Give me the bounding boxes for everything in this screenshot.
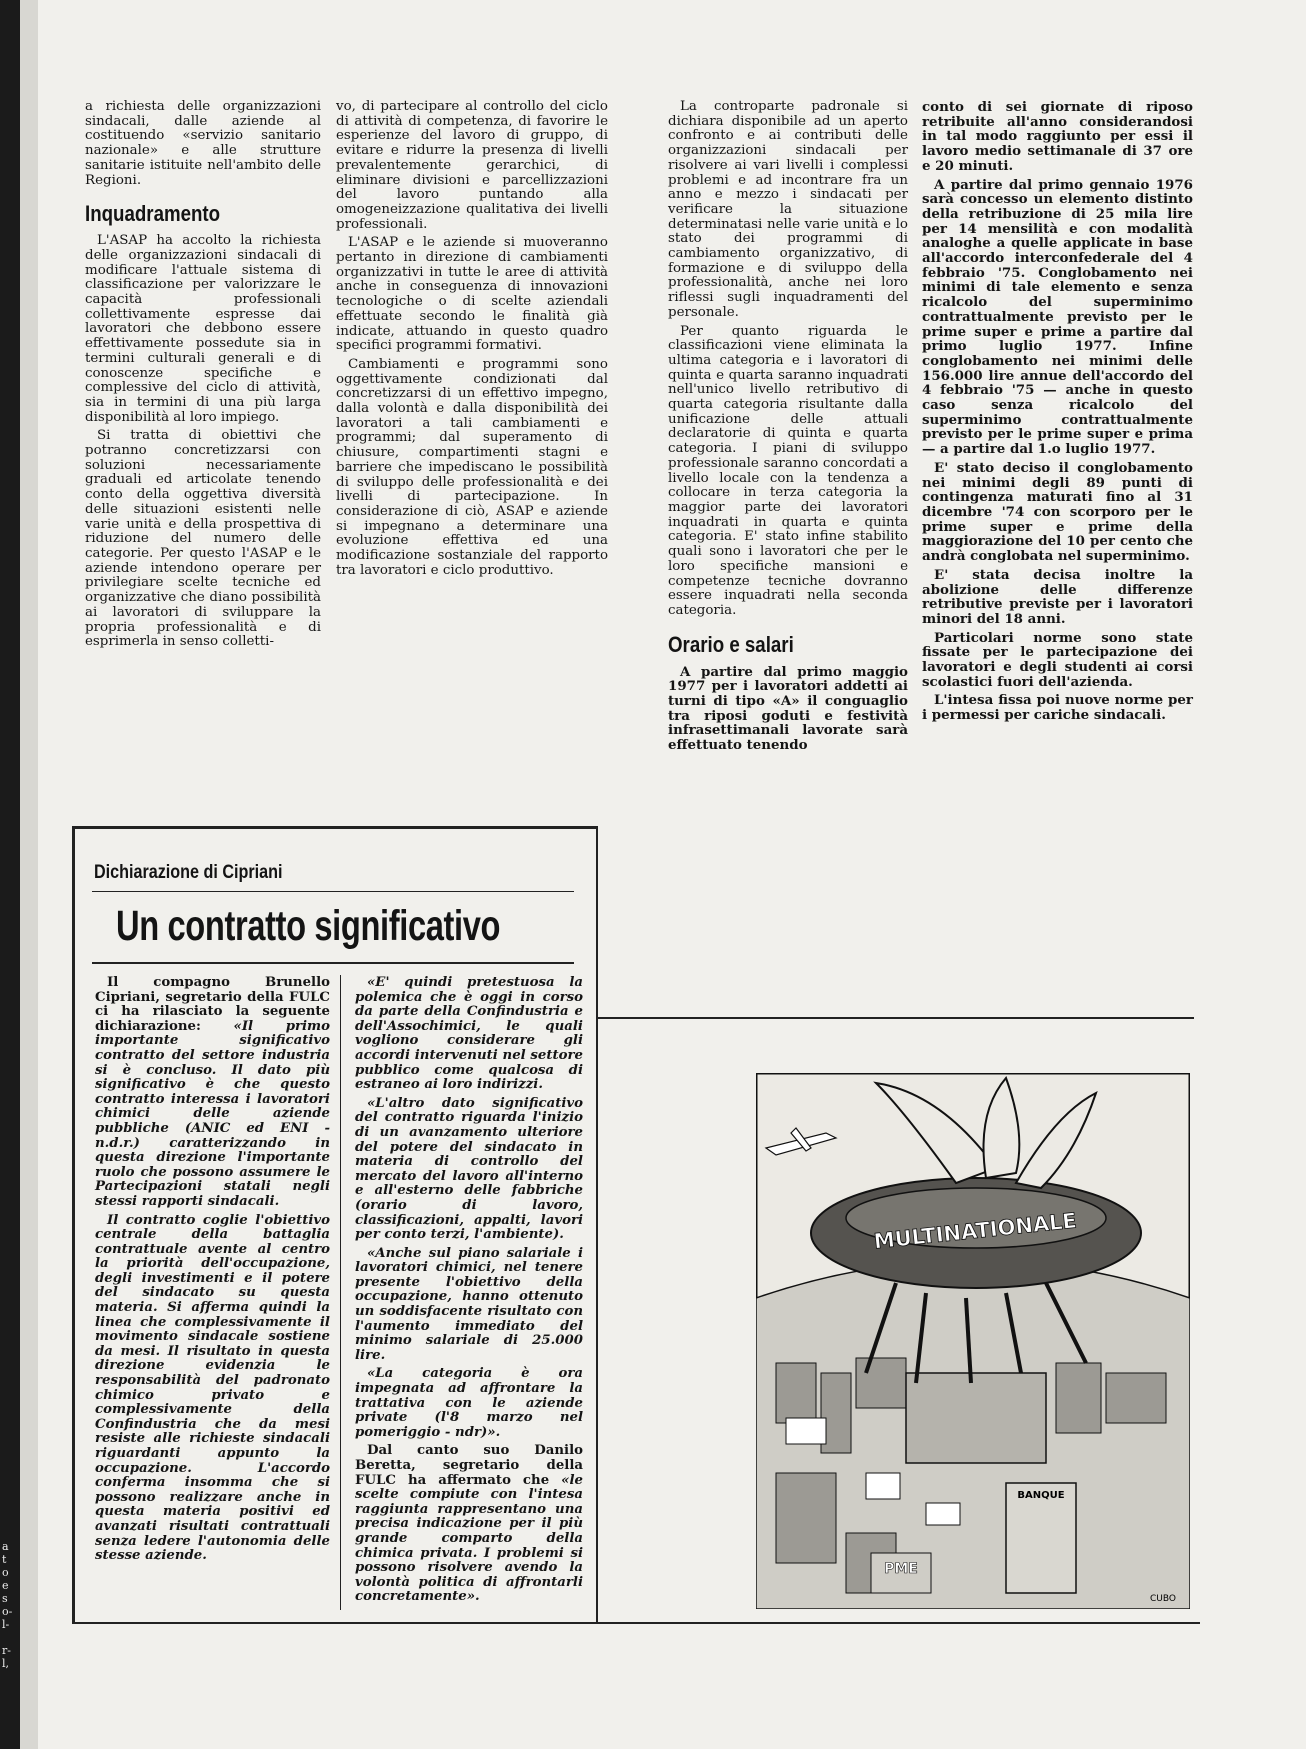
- box-intro: Dal canto suo Danilo Beretta, segretario della FULC ha affermato che: [355, 1443, 583, 1488]
- box-paragraph: Il contratto coglie l'obiettivo centrale della battaglia contrattuale avente al centro la priorità dell'occupazione, degli investimenti e il potere del sindacato su questa materia. Si afferma quindi la linea che complessivamente il movimento sindacale sostiene da mesi. Il risultato in questa direzione evidenzia le responsabilità del padronato chimico privato e complessivamente della Confindustria che da mesi resiste alle richieste sindacali riguardanti appunto la occupazione. L'accordo conferma insomma che si possono realizzare anche in questa materia positivi ed avanzati risultati contrattuali senza ledere l'autonomia delle stesse aziende.: [95, 1212, 330, 1564]
- column-1: [85, 100, 321, 654]
- column-2: [336, 100, 608, 583]
- column-4-paragraph: conto di sei giornate di riposo retribuite all'anno considerandosi in tal modo raggiunto per essi il lavoro medio settimanale di 37 ore e 20 minuti.: [922, 99, 1193, 174]
- bus-icon: [866, 1473, 900, 1499]
- pme-label: PME: [884, 1561, 918, 1577]
- bank-label: BANQUE: [1017, 1490, 1065, 1501]
- box-column-right: [355, 976, 583, 1609]
- column-1-paragraph: L'ASAP ha accolto la richiesta delle organizzazioni sindacali di modificare l'attuale sistema di classificazione per valorizzare le capacità professionali collettivamente espresse dai lavoratori che debbono essere effettivamente possedute sia in termini culturali generali e di conoscenze specifiche e complessive del ciclo di attività, sia in termini di una più larga disponibilità al loro impiego.: [85, 233, 321, 425]
- truck-icon: [786, 1418, 826, 1444]
- column-2-paragraph: Cambiamenti e programmi sono oggettivamente condizionati dal concretizzarsi di un effettivo impegno, dalla volontà e dalla disponibilità dei lavoratori a tali cambiamenti e programmi; dal superamento di chiusure, compartimenti stagni e barriere che impediscano le possibilità di sviluppo delle professionalità e dei livelli di partecipazione. In considerazione di ciò, ASAP e aziende si impegnano a determinare una evoluzione effettiva ed una modificazione sostanziale del rapporto tra lavoratori e ciclo produttivo.: [336, 356, 608, 578]
- box-headline: Un contratto significativo: [116, 902, 501, 950]
- car-icon: [926, 1503, 960, 1525]
- edge-glyphs: a t o e s o- l- r- l,: [2, 1540, 13, 1670]
- column-4: [922, 100, 1193, 727]
- banner-label: MULTINATIONALE: [872, 1208, 1078, 1254]
- illustration-top-rule: [598, 1017, 1194, 1019]
- kicker-rule: [92, 891, 574, 892]
- box-paragraph: «L'altro dato significativo del contratto riguarda l'inizio di un avanzamento ulteriore del potere del sindacato in materia di controllo del mercato del lavoro all'interno e all'esterno delle fabbriche (orario di lavoro, classificazioni, appalti, lavori per conto terzi, l'ambiente).: [355, 1095, 583, 1243]
- page-edge-strip: [20, 0, 38, 1749]
- box-paragraph: «E' quindi pretestuosa la polemica che è oggi in corso da parte della Confindustria e dell'Assochimici, le quali vogliono considerare gli accordi intervenuti nel settore pubblico come qualcosa di estraneo ai loro indirizzi.: [355, 975, 583, 1093]
- box-column-divider: [340, 975, 341, 1610]
- column-4-paragraph: A partire dal primo gennaio 1976 sarà concesso un elemento distinto della retribuzione di 25 mila lire per 14 mensilità e con modalità analoghe a quelle applicate in base all'accordo interconfederale del 4 febbraio '75. Conglobamento nei minimi di tale elemento e senza ricalcolo del superminimo contrattualmente previsto per le prime super e prime a partire dal primo luglio 1977. Infine conglobamento nei minimi delle 156.000 lire annue dell'accordo del 4 febbraio '75 — anche in questo caso senza ricalcolo del superminimo contrattualmente previsto per le prime super e prima — a partire dal 1.o luglio 1977.: [922, 176, 1193, 458]
- heading-inquadramento: Inquadramento: [85, 201, 221, 227]
- factory: [906, 1373, 1046, 1463]
- column-3-paragraph: Per quanto riguarda le classificazioni viene eliminata la ultima categoria e i lavoratori di quinta e quarta saranno inquadrati nell'unico livello retributivo di quarta categoria risultante dalla unificazione delle attuali declaratorie di quinta e quarta categoria. I piani di sviluppo professionale saranno concordati a livello locale con la tendenza a collocare in terza categoria la maggior parte dei lavoratori inquadrati in quarta e quinta categoria. E' stato infine stabilito quali sono i lavoratori che per le loro specifiche mansioni e competenze tecniche dovranno essere inquadrati nella seconda categoria.: [668, 323, 908, 618]
- cartoon-signature: CUBO: [1150, 1594, 1176, 1604]
- column-1-paragraph: a richiesta delle organizzazioni sindacali, dalle aziende al costituendo «servizio sanitario nazionale» e alle strutture sanitarie istituite nell'ambito delle Regioni.: [85, 99, 321, 188]
- box-top-rule: [72, 826, 597, 829]
- column-2-paragraph: vo, di partecipare al controllo del ciclo di attività di competenza, di favorire le esperienze del lavoro di gruppo, di evitare e ridurre la presenza di livelli prevalentemente gerarchici, di eliminare divisioni e parcellizzazioni del lavoro puntando alla omogeneizzazione qualitativa dei livelli professionali.: [336, 99, 608, 232]
- page-bottom-rule: [72, 1622, 1200, 1624]
- column-1-paragraph: Si tratta di obiettivi che potranno concretizzarsi con soluzioni necessariamente graduali ed articolate tenendo conto della oggettiva diversità delle situazioni esistenti nelle varie unità e della prospettiva di riduzione del numero delle categorie. Per questo l'ASAP e le aziende intendono operare per privilegiare scelte tecniche ed organizzative che diano possibilità ai lavoratori di sviluppare la propria professionalità e di esprimerla in senso colletti-: [85, 428, 321, 650]
- column-3: [668, 100, 908, 757]
- box-paragraph: «La categoria è ora impegnata ad affrontare la trattativa con le aziende private (l'8 marzo nel pomeriggio - ndr)».: [355, 1366, 583, 1440]
- headline-rule: [92, 962, 574, 964]
- column-4-paragraph: E' stata decisa inoltre la abolizione delle differenze retributive previste per i lavoratori minori del 18 anni.: [922, 566, 1193, 627]
- column-3-paragraph: La controparte padronale si dichiara disponibile ad un aperto confronto e ai contributi delle organizzazioni sindacali per risolvere ai vari livelli i complessi problemi e ad incontrare fra un anno e mezzo i sindacati per verificare la situazione determinatasi nelle varie unità e lo stato dei programmi di cambiamento organizzativo, di formazione e di sviluppo della professionalità, anche nei loro riflessi sugli inquadramenti del personale.: [668, 99, 908, 320]
- box-kicker: Dichiarazione di Cipriani: [94, 862, 283, 883]
- column-3-paragraph: A partire dal primo maggio 1977 per i lavoratori addetti ai turni di tipo «A» il conguaglio tra riposi goduti e festività infrasettimanali lavorate sarà effettuato tenendo: [668, 663, 908, 754]
- column-4-paragraph: L'intesa fissa poi nuove norme per i permessi per cariche sindacali.: [922, 692, 1193, 724]
- box-quote: «le scelte compiute con l'intesa raggiunta rappresentano una precisa indicazione per il più grande comparto della chimica privata. I problemi si possono risolvere avendo la volontà politica di affrontarli concretamente».: [355, 1472, 583, 1605]
- box-intro: Il compagno Brunello Cipriani, segretario della FULC ci ha rilasciato la seguente dichiarazione:: [95, 975, 330, 1034]
- multinational-cartoon: [756, 1073, 1190, 1609]
- box-column-left: [95, 976, 330, 1568]
- column-4-paragraph: E' stato deciso il conglobamento nei minimi degli 89 punti di contingenza maturati fino al 31 dicembre '74 con scorporo per le prime super e prime della maggiorazione del 10 per cento che andrà conglobata nel superminimo.: [922, 459, 1193, 565]
- box-quote: «Il primo importante significativo contratto del settore industria si è concluso. Il dato più significativo è che questo contratto interessa i lavoratori chimici delle aziende pubbliche (ANIC ed ENI - n.d.r.) caratterizzando in questa direzione l'importante ruolo che possono assumere le Partecipazioni statali negli stessi rapporti sindacali.: [95, 1018, 330, 1209]
- box-paragraph: «Anche sul piano salariale i lavoratori chimici, nel tenere presente l'obiettivo della occupazione, hanno ottenuto un soddisfacente risultato con l'aumento immediato del minimo salariale di 25.000 lire.: [355, 1245, 583, 1363]
- box-left-rule: [72, 826, 75, 1622]
- column-4-paragraph: Particolari norme sono state fissate per le partecipazione dei lavoratori e degli studenti ai corsi scolastici fuori dell'azienda.: [922, 629, 1193, 690]
- column-2-paragraph: L'ASAP e le aziende si muoveranno pertanto in direzione di cambiamenti organizzativi in tutte le aree di attività anche in conseguenza di innovazioni tecnologiche o di scelte aziendali effettuate secondo le finalità già indicate, attuando in questo quadro specifici programmi formativi.: [336, 235, 608, 354]
- heading-orario-e-salari: Orario e salari: [668, 631, 794, 657]
